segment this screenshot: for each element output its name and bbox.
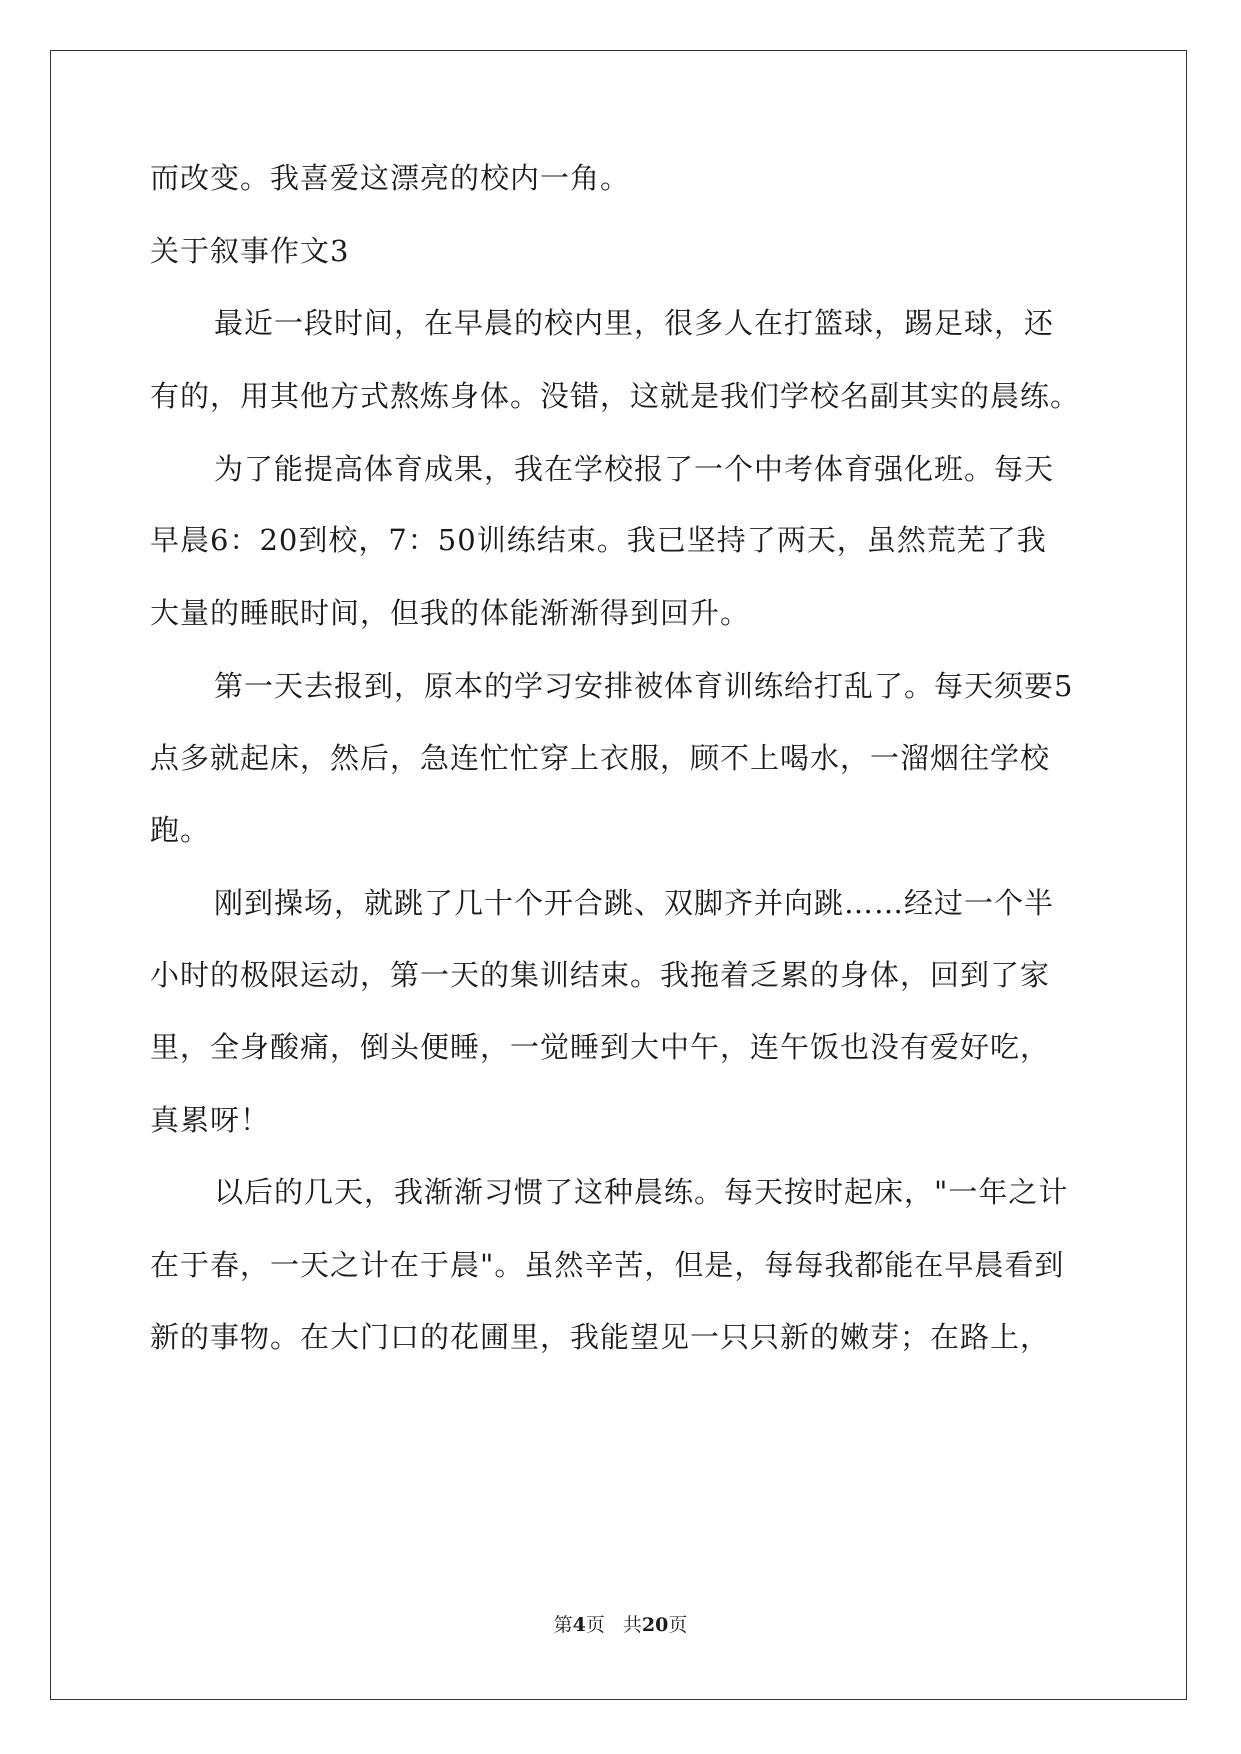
section-heading: 关于叙事作文3 — [150, 234, 350, 268]
text-line: 刚到操场，就跳了几十个开合跳、双脚齐并向跳……经过一个半 — [214, 886, 1055, 920]
text-line: 第一天去报到，原本的学习安排被体育训练给打乱了。每天须要5 — [214, 669, 1074, 703]
text-line: 真累呀！ — [150, 1103, 271, 1137]
text-line: 以后的几天，我渐渐习惯了这种晨练。每天按时起床，"一年之计 — [214, 1175, 1069, 1209]
page-border — [50, 50, 1187, 1700]
current-page-number: 4 — [572, 1614, 586, 1636]
text-line: 小时的极限运动，第一天的集训结束。我拖着乏累的身体，回到了家 — [150, 958, 1051, 992]
text-line: 早晨6：20到校，7：50训练结束。我已坚持了两天，虽然荒芜了我 — [150, 523, 1047, 557]
text-line: 新的事物。在大门口的花圃里，我能望见一只只新的嫩芽；在路上， — [150, 1320, 1051, 1354]
text-line: 里，全身酸痛，倒头便睡，一觉睡到大中午，连午饭也没有爱好吃， — [150, 1030, 1051, 1064]
text-line: 最近一段时间，在早晨的校内里，很多人在打篮球，踢足球，还 — [214, 306, 1055, 340]
total-page-count: 20 — [641, 1614, 669, 1636]
text-line: 有的，用其他方式熬炼身体。没错，这就是我们学校名副其实的晨练。 — [150, 379, 1081, 413]
text-line: 为了能提高体育成果，我在学校报了一个中考体育强化班。每天 — [214, 452, 1055, 486]
text-line: 而改变。我喜爱这漂亮的校内一角。 — [150, 161, 631, 195]
footer-total-prefix: 共 — [622, 1614, 642, 1636]
footer-total-suffix: 页 — [668, 1614, 688, 1636]
text-line: 在于春，一天之计在于晨"。虽然辛苦，但是，每每我都能在早晨看到 — [150, 1248, 1065, 1282]
footer-prefix: 第 — [553, 1614, 573, 1636]
text-line: 点多就起床，然后，急连忙忙穿上衣服，顾不上喝水，一溜烟往学校 — [150, 741, 1051, 775]
footer-page-suffix: 页 — [585, 1614, 605, 1636]
text-line: 跑。 — [150, 813, 211, 847]
page-footer — [0, 1610, 1241, 1637]
text-line: 大量的睡眠时间，但我的体能渐渐得到回升。 — [150, 596, 751, 630]
